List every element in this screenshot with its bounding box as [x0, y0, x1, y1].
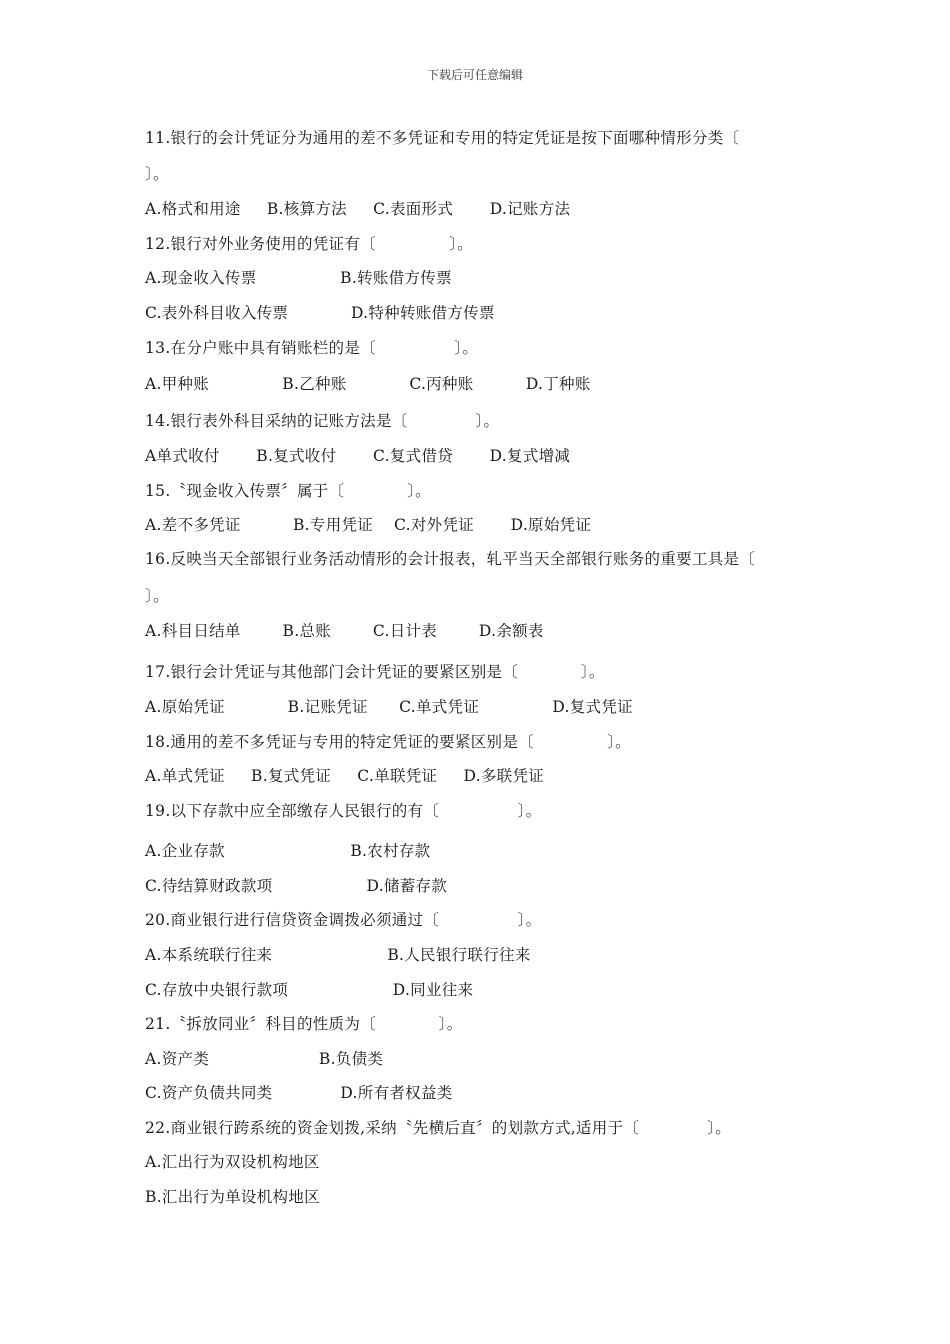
question-15-options: A.差不多凭证 B.专用凭证 C.对外凭证 D.原始凭证 — [145, 516, 592, 534]
question-12-options-1: A.现金收入传票 B.转账借方传票 — [145, 269, 452, 287]
question-17-stem: 17.银行会计凭证与其他部门会计凭证的要紧区别是〔 〕。 — [145, 663, 605, 681]
question-20-stem: 20.商业银行进行信贷资金调拨必须通过〔 〕。 — [145, 911, 542, 929]
question-19-options-1: A.企业存款 B.农村存款 — [145, 842, 431, 860]
question-11-options: A.格式和用途 B.核算方法 C.表面形式 D.记账方法 — [145, 200, 571, 218]
question-22-stem: 22.商业银行跨系统的资金划拨,采纳〝先横后直〞的划款方式,适用于〔 〕。 — [145, 1119, 732, 1137]
question-16-stem-cont: 〕。 — [145, 587, 169, 605]
question-20-options-2: C.存放中央银行款项 D.同业往来 — [145, 981, 474, 999]
question-21-stem: 21.〝拆放同业〞科目的性质为〔 〕。 — [145, 1015, 463, 1033]
question-11-stem: 11.银行的会计凭证分为通用的差不多凭证和专用的特定凭证是按下面哪种情形分类〔 — [145, 129, 740, 147]
question-22-option-a: A.汇出行为双设机构地区 — [145, 1153, 320, 1171]
question-14-stem: 14.银行表外科目采纳的记账方法是〔 〕。 — [145, 412, 500, 430]
question-18-stem: 18.通用的差不多凭证与专用的特定凭证的要紧区别是〔 〕。 — [145, 733, 631, 751]
question-19-stem: 19.以下存款中应全部缴存人民银行的有〔 〕。 — [145, 802, 542, 820]
question-21-options-2: C.资产负债共同类 D.所有者权益类 — [145, 1084, 453, 1102]
question-17-options: A.原始凭证 B.记账凭证 C.单式凭证 D.复式凭证 — [145, 698, 633, 716]
question-20-options-1: A.本系统联行往来 B.人民银行联行往来 — [145, 946, 531, 964]
question-16-options: A.科目日结单 B.总账 C.日计表 D.余额表 — [145, 622, 544, 640]
question-13-options: A.甲种账 B.乙种账 C.丙种账 D.丁种账 — [145, 375, 591, 393]
question-22-option-b: B.汇出行为单设机构地区 — [145, 1188, 320, 1206]
question-21-options-1: A.资产类 B.负债类 — [145, 1050, 384, 1068]
question-15-stem: 15.〝现金收入传票〞属于〔 〕。 — [145, 482, 431, 500]
question-19-options-2: C.待结算财政款项 D.储蓄存款 — [145, 877, 448, 895]
question-11-stem-cont: 〕。 — [145, 165, 169, 183]
question-12-stem: 12.银行对外业务使用的凭证有〔 〕。 — [145, 235, 473, 253]
question-18-options: A.单式凭证 B.复式凭证 C.单联凭证 D.多联凭证 — [145, 767, 545, 785]
question-16-stem: 16.反映当天全部银行业务活动情形的会计报表，轧平当天全部银行账务的重要工具是〔 — [145, 550, 756, 568]
question-12-options-2: C.表外科目收入传票 D.特种转账借方传票 — [145, 304, 495, 322]
question-13-stem: 13.在分户账中具有销账栏的是〔 〕。 — [145, 339, 479, 357]
page-header: 下载后可任意编辑 — [426, 68, 523, 82]
question-14-options: A单式收付 B.复式收付 C.复式借贷 D.复式增减 — [145, 447, 571, 465]
